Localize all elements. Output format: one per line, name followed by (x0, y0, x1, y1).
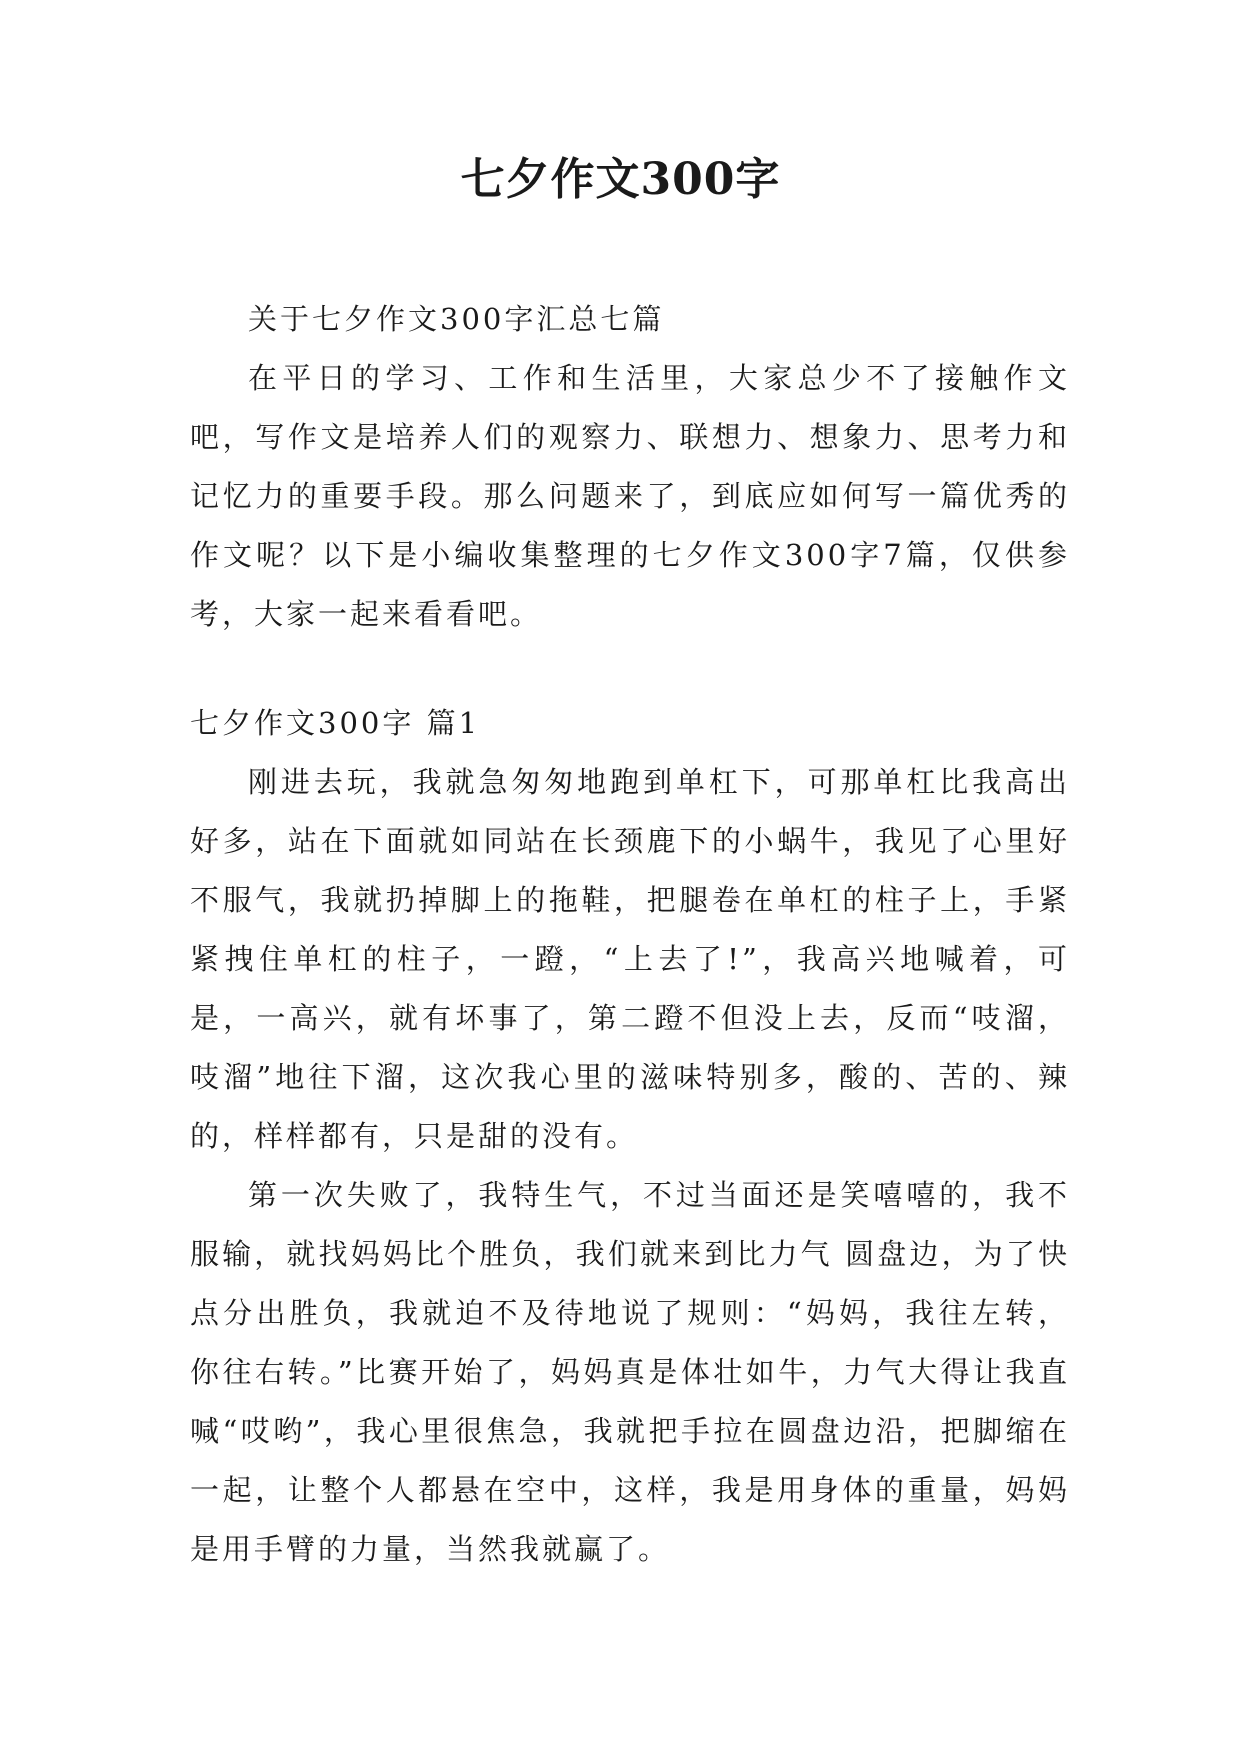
intro-block (190, 290, 1070, 644)
essay-paragraph: 第一次失败了，我特生气，不过当面还是笑嘻嘻的，我不服输，就找妈妈比个胜负，我们就来到比力气 圆盘边，为了快点分出胜负，我就迫不及待地说了规则：“妈妈，我往左转，你往右转。”比赛开始了，妈妈真是体壮如牛，力气大得让我直喊“哎哟”，我心里很焦急，我就把手拉在圆盘边沿，把脚缩在一起，让整个人都悬在空中，这样，我是用身体的重量，妈妈是用手臂的力量，当然我就赢了。 (190, 1178, 1070, 1566)
document-title: 七夕作文300字 (460, 154, 781, 205)
document-subtitle: 关于七夕作文300字汇总七篇 (248, 302, 665, 336)
section-heading: 七夕作文300字 篇1 (190, 706, 481, 740)
essay-section-1 (190, 694, 1070, 1579)
intro-paragraph: 在平日的学习、工作和生活里，大家总少不了接触作文吧，写作文是培养人们的观察力、联想力、想象力、思考力和记忆力的重要手段。那么问题来了，到底应如何写一篇优秀的作文呢？以下是小编收集整理的七夕作文300字7篇，仅供参考，大家一起来看看吧。 (190, 361, 1070, 631)
essay-paragraph: 刚进去玩，我就急匆匆地跑到单杠下，可那单杠比我高出好多，站在下面就如同站在长颈鹿下的小蜗牛，我见了心里好不服气，我就扔掉脚上的拖鞋，把腿卷在单杠的柱子上，手紧紧拽住单杠的柱子，一蹬，“上去了!”，我高兴地喊着，可是，一高兴，就有坏事了，第二蹬不但没上去，反而“吱溜，吱溜”地往下溜，这次我心里的滋味特别多，酸的、苦的、辣的，样样都有，只是甜的没有。 (190, 765, 1070, 1153)
